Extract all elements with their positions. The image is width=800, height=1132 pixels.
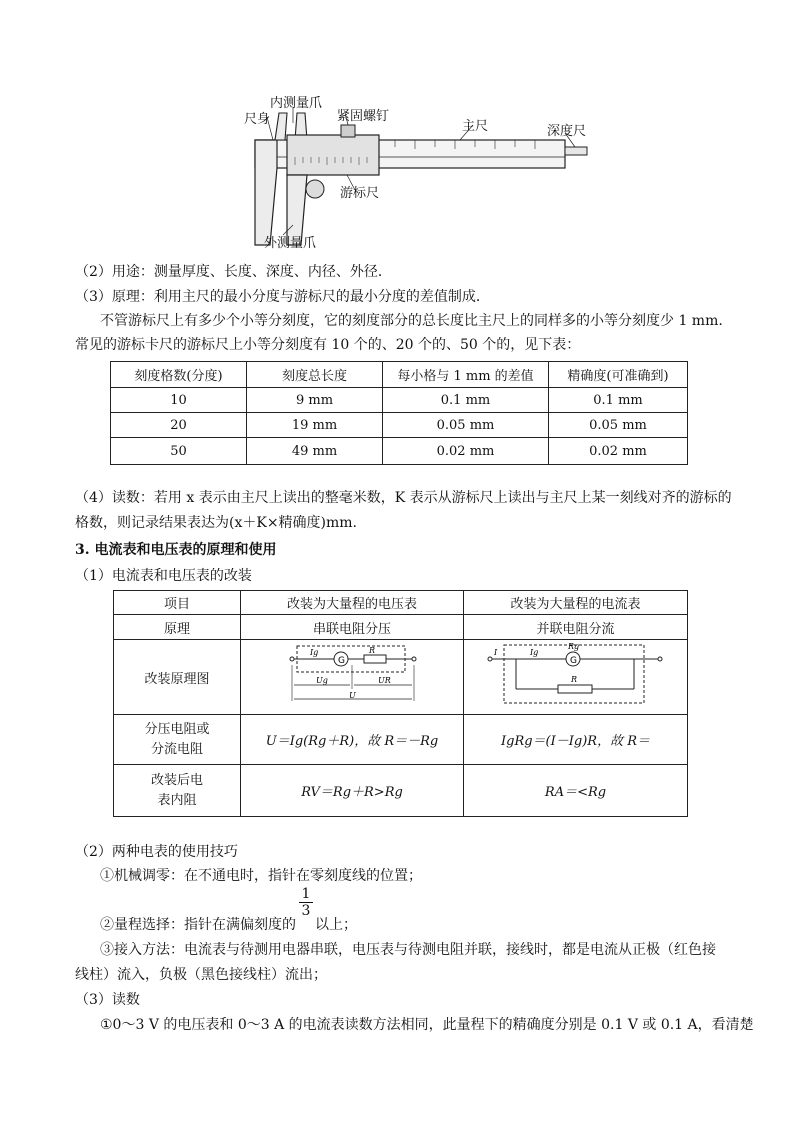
table-row: [111, 388, 688, 413]
current-label: I: [493, 648, 497, 657]
paragraph-explain-2: 常见的游标卡尺的游标尺上小等分刻度有 10 个的、20 个的、50 个的，见下表：: [75, 337, 581, 353]
terminal: [412, 657, 416, 661]
table-header-row: [111, 362, 688, 388]
table-header-cell: 精确度(可准确到): [549, 362, 688, 388]
vernier-caliper-figure: [235, 95, 590, 255]
table-cell: 10: [111, 388, 247, 413]
table-cell: 19 mm: [247, 413, 383, 438]
table-cell: [114, 715, 241, 765]
label-locking-screw: 紧固螺钉: [337, 109, 390, 124]
terminal: [290, 657, 294, 661]
resistor-icon: [364, 655, 386, 663]
fixed-jaw: [255, 140, 277, 245]
table-row: [111, 438, 688, 465]
vernier-slider: [287, 135, 379, 175]
table-row: [111, 413, 688, 438]
cell-line: 改装后电: [150, 772, 203, 788]
table-cell: 并联电阻分流: [464, 615, 688, 640]
vernier-table: [110, 361, 688, 465]
table-row: [114, 715, 688, 765]
section-heading-3: 3. 电流表和电压表的原理和使用: [75, 542, 277, 558]
voltmeter-circuit-cell: [241, 640, 464, 715]
cell-line: 分压电阻或: [144, 721, 210, 737]
table-cell: 原理: [114, 615, 241, 640]
paragraph-usage: （2）用途：测量厚度、长度、深度、内径、外径．: [75, 264, 392, 280]
voltmeter-circuit-diagram: [252, 643, 452, 707]
label-inner-jaw: 内测量爪: [270, 96, 323, 111]
tip-3-line-2: 线柱）流入，负极（黑色接线柱）流出；: [75, 967, 327, 983]
tip-2-after: 以上；: [315, 917, 357, 933]
table-cell: U＝Ig(Rg＋R)，故 R＝－Rg: [241, 715, 464, 765]
ur-label: UR: [378, 676, 391, 685]
inner-jaw-left: [275, 113, 287, 140]
table-header-cell: 改装为大量程的电流表: [464, 591, 688, 615]
table-cell: 50: [111, 438, 247, 465]
fraction-numerator: 1: [299, 886, 313, 903]
meter-conversion-table: [113, 590, 688, 817]
table-cell: 串联电阻分压: [241, 615, 464, 640]
table-cell: RV＝Rg＋R>Rg: [241, 765, 464, 817]
table-row: [114, 640, 688, 715]
table-cell: 改装原理图: [114, 640, 241, 715]
resistor-label: R: [369, 646, 376, 655]
table-header-cell: 每小格与 1 mm 的差值: [383, 362, 549, 388]
paragraph-reading-2: 格数，则记录结果表达为(x＋K×精确度)mm.: [75, 515, 358, 531]
table-cell: IgRg＝(I－Ig)R，故 R＝: [464, 715, 688, 765]
label-ruler-body: 尺身: [244, 112, 271, 127]
reading-line-1: ①0～3 V 的电压表和 0～3 A 的电流表读数方法相同，此量程下的精确度分别是 0.1 V 或 0.1 A，看清楚: [100, 1017, 754, 1033]
table-cell: 49 mm: [247, 438, 383, 465]
table-row: [114, 765, 688, 817]
table-cell: [114, 765, 241, 817]
label-depth-gauge: 深度尺: [547, 124, 587, 139]
paragraph-explain-1: 不管游标尺上有多少个小等分刻度，它的刻度部分的总长度比主尺上的同样多的小等分刻度少 1 mm.: [100, 313, 723, 329]
label-vernier-scale: 游标尺: [340, 186, 380, 201]
subheading-conversion: （1）电流表和电压表的改装: [75, 568, 252, 584]
table-header-cell: 刻度总长度: [247, 362, 383, 388]
galvanometer-glyph: G: [569, 656, 577, 666]
depth-rod: [565, 147, 587, 155]
table-cell: RA＝<Rg: [464, 765, 688, 817]
resistor-icon: [558, 685, 592, 693]
fraction-denominator: 3: [301, 903, 311, 919]
label-main-scale: 主尺: [462, 119, 489, 134]
table-header-row: [114, 591, 688, 615]
table-header-cell: 改装为大量程的电压表: [241, 591, 464, 615]
ammeter-circuit-diagram: [476, 643, 676, 707]
tip-2-before: ②量程选择：指针在满偏刻度的: [100, 917, 296, 933]
table-cell: 0.1 mm: [383, 388, 549, 413]
paragraph-reading-1: （4）读数：若用 x 表示由主尺上读出的整毫米数，K 表示从游标尺上读出与主尺上某一刻线对齐的游标的: [75, 490, 732, 506]
thumb-wheel: [306, 180, 324, 198]
table-cell: 9 mm: [247, 388, 383, 413]
cell-line: 表内阻: [157, 792, 197, 808]
current-g-label: Ig: [529, 648, 538, 657]
table-cell: 0.02 mm: [383, 438, 549, 465]
ug-label: Ug: [316, 676, 328, 685]
terminal: [658, 657, 662, 661]
rg-label: Rg: [567, 643, 579, 651]
table-cell: 0.1 mm: [549, 388, 688, 413]
ammeter-circuit-cell: [464, 640, 688, 715]
subheading-reading: （3）读数: [75, 992, 140, 1008]
galvanometer-glyph: G: [338, 656, 345, 666]
subheading-tips: （2）两种电表的使用技巧: [75, 844, 238, 860]
table-cell: 0.02 mm: [549, 438, 688, 465]
fraction-one-third: [299, 886, 313, 919]
paragraph-principle: （3）原理：利用主尺的最小分度与游标尺的最小分度的差值制成．: [75, 289, 490, 305]
table-cell: 0.05 mm: [549, 413, 688, 438]
current-label: Ig: [310, 648, 319, 657]
label-outer-jaw: 外测量爪: [264, 236, 317, 251]
table-row: [114, 615, 688, 640]
tip-1: ①机械调零：在不通电时，指针在零刻度线的位置；: [100, 868, 422, 884]
table-header-cell: 刻度格数(分度): [111, 362, 247, 388]
resistor-label: R: [570, 675, 577, 684]
table-header-cell: 项目: [114, 591, 241, 615]
u-label: U: [349, 691, 356, 700]
table-cell: 0.05 mm: [383, 413, 549, 438]
tip-3-line-1: ③接入方法：电流表与待测用电器串联，电压表与待测电阻并联，接线时，都是电流从正极（红色接: [100, 942, 716, 958]
cell-line: 分流电阻: [150, 741, 203, 757]
table-cell: 20: [111, 413, 247, 438]
terminal: [488, 657, 492, 661]
